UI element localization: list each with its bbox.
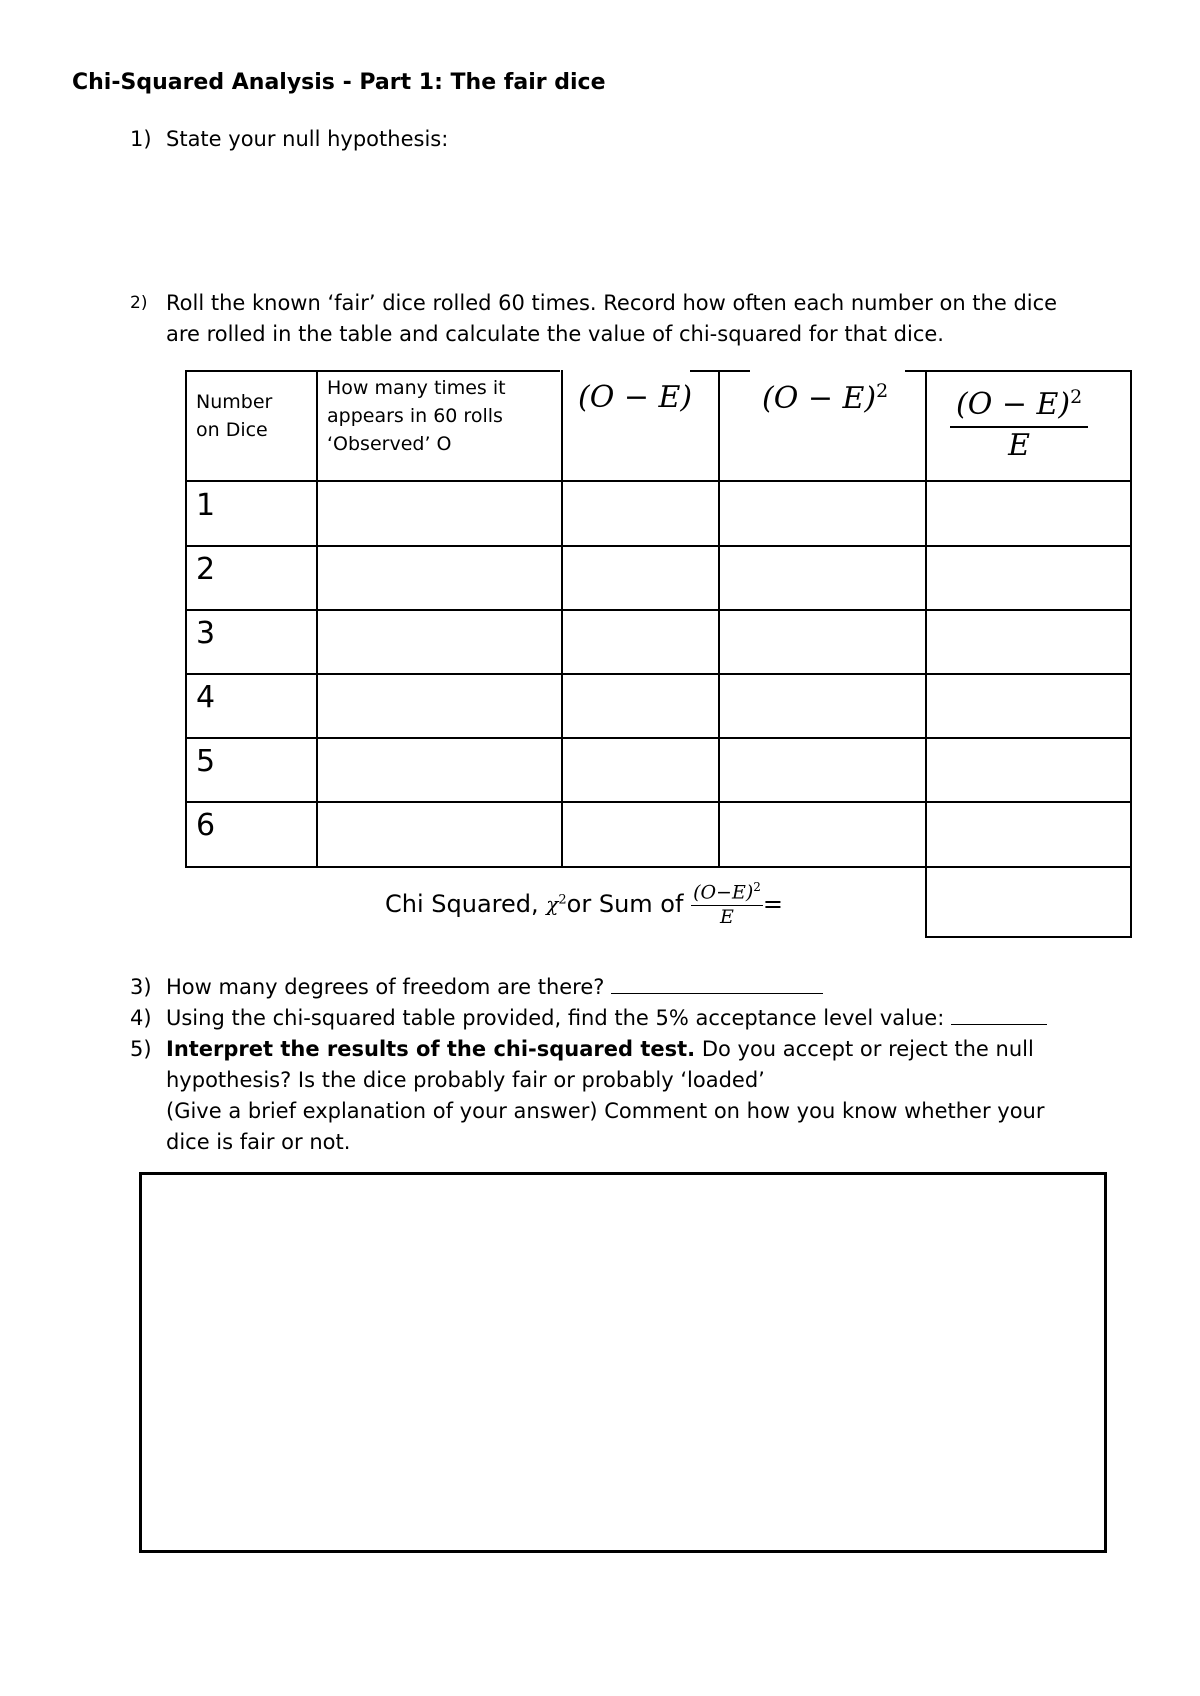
question-1 (0, 124, 1200, 155)
table-top-border (185, 370, 560, 372)
question-5 (0, 1034, 1200, 1158)
dice-number-4: 4 (196, 680, 216, 715)
dice-number-3: 3 (196, 616, 216, 651)
question-2-number: 2) (130, 293, 148, 313)
page-title: Chi-Squared Analysis - Part 1: The fair dice (72, 70, 606, 95)
column-border (1130, 370, 1132, 938)
question-3 (0, 972, 1200, 1003)
header-o-minus-e: (O − E) (578, 380, 693, 415)
sum-cell-bottom-border (925, 936, 1132, 938)
column-border (925, 370, 927, 938)
dice-number-5: 5 (196, 744, 216, 779)
answer-box[interactable] (139, 1172, 1107, 1553)
header-number-on-dice: Number on Dice (196, 391, 273, 441)
chi-squared-sum-label: Chi Squared, $\chi^2$ or Sum of $\frac{(O-E)^2}{E}$ = (385, 880, 784, 929)
dice-number-2: 2 (196, 552, 216, 587)
table-top-border (905, 370, 1132, 372)
question-4-text: Using the chi-squared table provided, find the 5% acceptance level value: (166, 1006, 945, 1030)
question-5-line-3: (Give a brief explanation of your answer) Comment on how you know whether your (166, 1099, 1045, 1123)
question-3-number: 3) (130, 975, 152, 999)
header-o-minus-e-squared-over-e: $\frac{(O - E)^2}{E}$ (950, 386, 1088, 463)
question-2 (0, 288, 1200, 352)
question-4-number: 4) (130, 1006, 152, 1030)
table-top-border (690, 370, 750, 372)
question-5-line-2: hypothesis? Is the dice probably fair or probably ‘loaded’ (166, 1068, 765, 1092)
row-border (185, 866, 1132, 868)
row-border (185, 609, 1132, 611)
question-3-text: How many degrees of freedom are there? (166, 975, 605, 999)
header-bottom-border (185, 480, 1132, 482)
question-1-number: 1) (130, 127, 152, 151)
row-border (185, 673, 1132, 675)
row-border (185, 737, 1132, 739)
question-4 (0, 1003, 1200, 1034)
answer-blank-degrees-of-freedom[interactable] (611, 993, 823, 994)
column-border (185, 370, 187, 867)
answer-blank-acceptance-value[interactable] (951, 1024, 1047, 1025)
question-5-line-1: Do you accept or reject the null (695, 1037, 1034, 1061)
question-2-line-1: Roll the known ‘fair’ dice rolled 60 times. Record how often each number on the dice (166, 291, 1058, 315)
question-5-number: 5) (130, 1037, 152, 1061)
question-5-bold-text: Interpret the results of the chi-squared test. (166, 1037, 696, 1061)
header-o-minus-e-squared: $(O - E)^2$ (762, 380, 889, 416)
question-5-line-4: dice is fair or not. (166, 1130, 351, 1154)
row-border (185, 545, 1132, 547)
column-border (316, 370, 318, 867)
column-border (561, 370, 563, 867)
dice-number-1: 1 (196, 488, 216, 523)
question-1-text: State your null hypothesis: (166, 127, 449, 151)
dice-number-6: 6 (196, 808, 216, 843)
row-border (185, 801, 1132, 803)
question-2-line-2: are rolled in the table and calculate the value of chi-squared for that dice. (166, 322, 944, 346)
column-border (718, 370, 720, 867)
header-observed: How many times it appears in 60 rolls ‘Observed’ O (327, 377, 506, 455)
